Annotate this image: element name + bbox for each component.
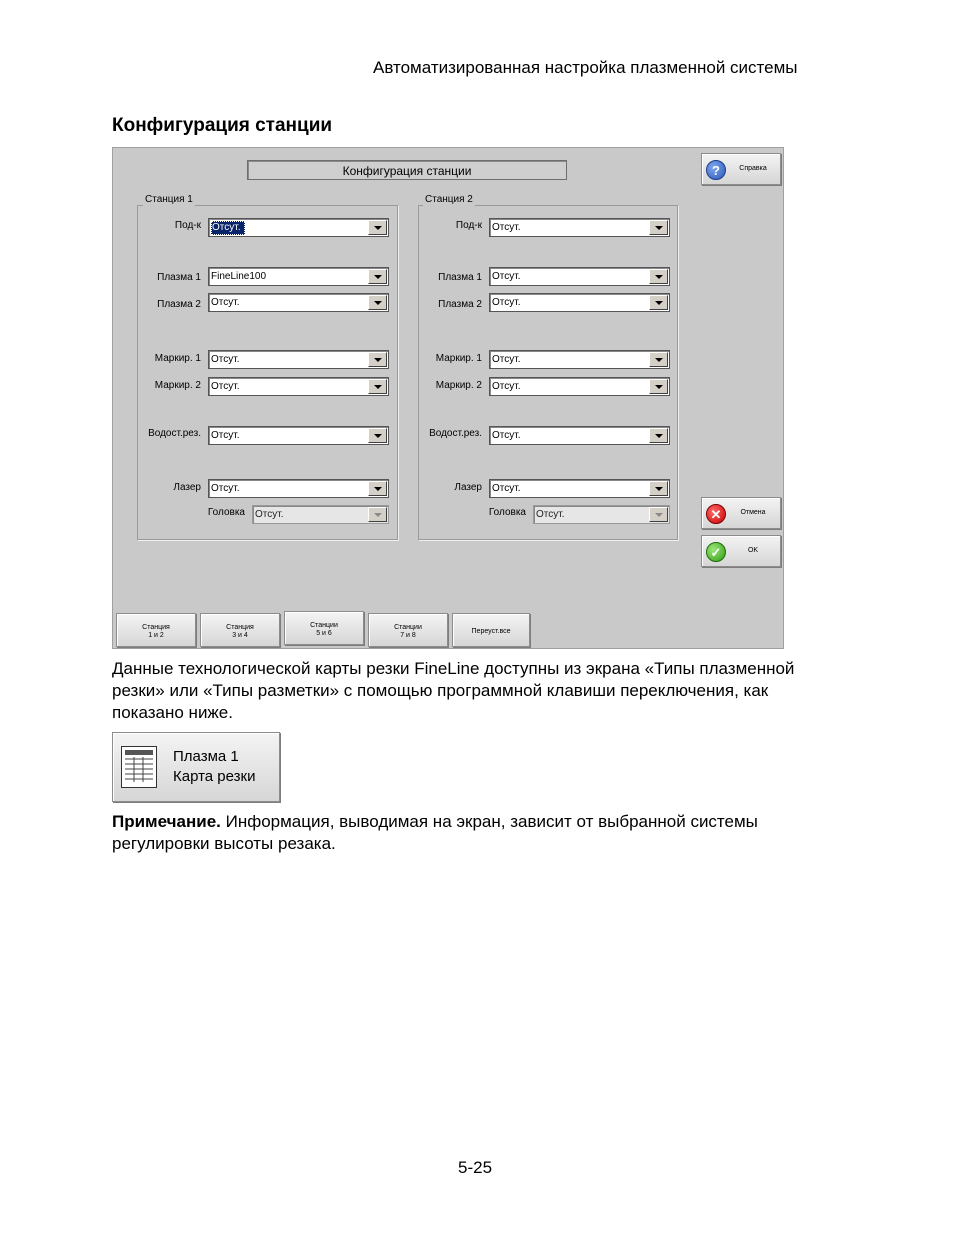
station1-plasma1-select[interactable]	[208, 267, 389, 286]
station1-label-marker2: Маркир. 2	[154, 380, 201, 391]
screen-title: Конфигурация станции	[247, 160, 567, 180]
station2-head-value: Отсут.	[536, 509, 565, 520]
chevron-down-icon[interactable]	[368, 379, 387, 394]
tab-label-line1: Станция	[142, 624, 170, 631]
reset-all-button[interactable]	[452, 613, 530, 647]
station1-laser-value: Отсут.	[211, 483, 240, 494]
chevron-down-icon	[368, 507, 387, 522]
tab-label-line2: 7 и 8	[400, 632, 416, 639]
tab-label-line1: Станции	[310, 622, 338, 629]
station2-label-head: Головка	[488, 507, 526, 518]
station1-label-waterjet: Водост.рез.	[148, 428, 201, 439]
station2-label-plasma1: Плазма 1	[438, 272, 482, 283]
chevron-down-icon[interactable]	[368, 428, 387, 443]
tab-label-line2: 3 и 4	[232, 632, 248, 639]
cancel-button-label: Отмена	[740, 509, 766, 516]
station1-label-laser: Лазер	[173, 482, 201, 493]
reset-all-label: Переуст.все	[471, 628, 511, 635]
station1-label-torch-height: Под-к	[174, 220, 201, 231]
station2-label-marker1: Маркир. 1	[435, 353, 482, 364]
station2-label-waterjet: Водост.рез.	[429, 428, 482, 439]
ok-button[interactable]	[701, 535, 781, 567]
station1-head-select	[252, 505, 389, 524]
checkmark-icon: ✓	[706, 542, 726, 562]
ok-button-label: OK	[747, 547, 759, 554]
section-title: Конфигурация станции	[112, 115, 333, 136]
close-icon: ✕	[706, 504, 726, 524]
station1-label-marker1: Маркир. 1	[154, 353, 201, 364]
station2-label-laser: Лазер	[454, 482, 482, 493]
station1-plasma2-value: Отсут.	[211, 297, 240, 308]
station1-label-plasma1: Плазма 1	[157, 272, 201, 283]
tab-label-line2: 1 и 2	[148, 632, 164, 639]
station2-label-marker2: Маркир. 2	[435, 380, 482, 391]
station2-laser-value: Отсут.	[492, 483, 521, 494]
station2-waterjet-value: Отсут.	[492, 430, 521, 441]
station1-thc-value: Отсут.	[211, 221, 245, 235]
station2-thc-select[interactable]	[489, 218, 670, 237]
station2-marker2-value: Отсут.	[492, 381, 521, 392]
chevron-down-icon[interactable]	[368, 220, 387, 235]
running-header: Автоматизированная настройка плазменной системы	[373, 58, 798, 77]
station1-marker1-value: Отсут.	[211, 354, 240, 365]
station2-marker1-select[interactable]	[489, 350, 670, 369]
station1-marker2-value: Отсут.	[211, 381, 240, 392]
station1-thc-select[interactable]	[208, 218, 389, 237]
station2-group-label: Станция 2	[425, 194, 473, 205]
station1-laser-select[interactable]	[208, 479, 389, 498]
station2-thc-value: Отсут.	[492, 222, 521, 233]
station1-label-head: Головка	[207, 507, 245, 518]
station-config-screenshot	[112, 147, 784, 649]
tab-stations-7-8[interactable]	[368, 613, 448, 647]
cancel-button[interactable]	[701, 497, 781, 529]
station2-plasma1-value: Отсут.	[492, 271, 521, 282]
page-number: 5-25	[458, 1158, 493, 1177]
station2-plasma2-select[interactable]	[489, 293, 670, 312]
station2-head-select	[533, 505, 670, 524]
station2-plasma1-select[interactable]	[489, 267, 670, 286]
station1-marker2-select[interactable]	[208, 377, 389, 396]
station1-waterjet-select[interactable]	[208, 426, 389, 445]
note-paragraph	[112, 811, 832, 855]
tab-stations-3-4[interactable]	[200, 613, 280, 647]
station2-marker2-select[interactable]	[489, 377, 670, 396]
chevron-down-icon[interactable]	[649, 352, 668, 367]
station2-laser-select[interactable]	[489, 479, 670, 498]
chevron-down-icon	[649, 507, 668, 522]
tab-stations-5-6[interactable]	[284, 611, 364, 645]
softkey-label-line1: Плазма 1	[173, 748, 239, 765]
station1-marker1-select[interactable]	[208, 350, 389, 369]
body-paragraph: Данные технологической карты резки FineLine доступны из экрана «Типы плазменной резки» или «Типы разметки» с помощью программной клавиши переключения, как показано ниже.	[112, 659, 795, 722]
chevron-down-icon[interactable]	[649, 269, 668, 284]
chevron-down-icon[interactable]	[649, 481, 668, 496]
chevron-down-icon[interactable]	[649, 295, 668, 310]
station1-group-label: Станция 1	[145, 194, 193, 205]
tab-label-line2: 5 и 6	[316, 630, 332, 637]
softkey-label-line2: Карта резки	[173, 768, 256, 785]
chevron-down-icon[interactable]	[649, 220, 668, 235]
chevron-down-icon[interactable]	[649, 379, 668, 394]
chevron-down-icon[interactable]	[368, 481, 387, 496]
station2-marker1-value: Отсут.	[492, 354, 521, 365]
station1-waterjet-value: Отсут.	[211, 430, 240, 441]
station2-label-torch-height: Под-к	[455, 220, 482, 231]
tab-label-line1: Станция	[226, 624, 254, 631]
tab-label-line1: Станции	[394, 624, 422, 631]
station1-head-value: Отсут.	[255, 509, 284, 520]
note-text: Информация, выводимая на экран, зависит от выбранной системы регулировки высоты резака.	[112, 812, 758, 853]
note-label: Примечание.	[112, 812, 221, 831]
station1-label-plasma2: Плазма 2	[157, 299, 201, 310]
station2-plasma2-value: Отсут.	[492, 297, 521, 308]
help-button-label: Справка	[739, 165, 767, 172]
tab-stations-1-2[interactable]	[116, 613, 196, 647]
chevron-down-icon[interactable]	[368, 295, 387, 310]
help-button[interactable]	[701, 153, 781, 185]
station2-label-plasma2: Плазма 2	[438, 299, 482, 310]
plasma1-cut-chart-softkey[interactable]	[112, 732, 280, 802]
chevron-down-icon[interactable]	[368, 269, 387, 284]
station2-waterjet-select[interactable]	[489, 426, 670, 445]
chevron-down-icon[interactable]	[649, 428, 668, 443]
station1-plasma1-value: FineLine100	[211, 271, 267, 282]
spreadsheet-icon	[121, 746, 157, 788]
station1-plasma2-select[interactable]	[208, 293, 389, 312]
help-icon: ?	[706, 160, 726, 180]
chevron-down-icon[interactable]	[368, 352, 387, 367]
